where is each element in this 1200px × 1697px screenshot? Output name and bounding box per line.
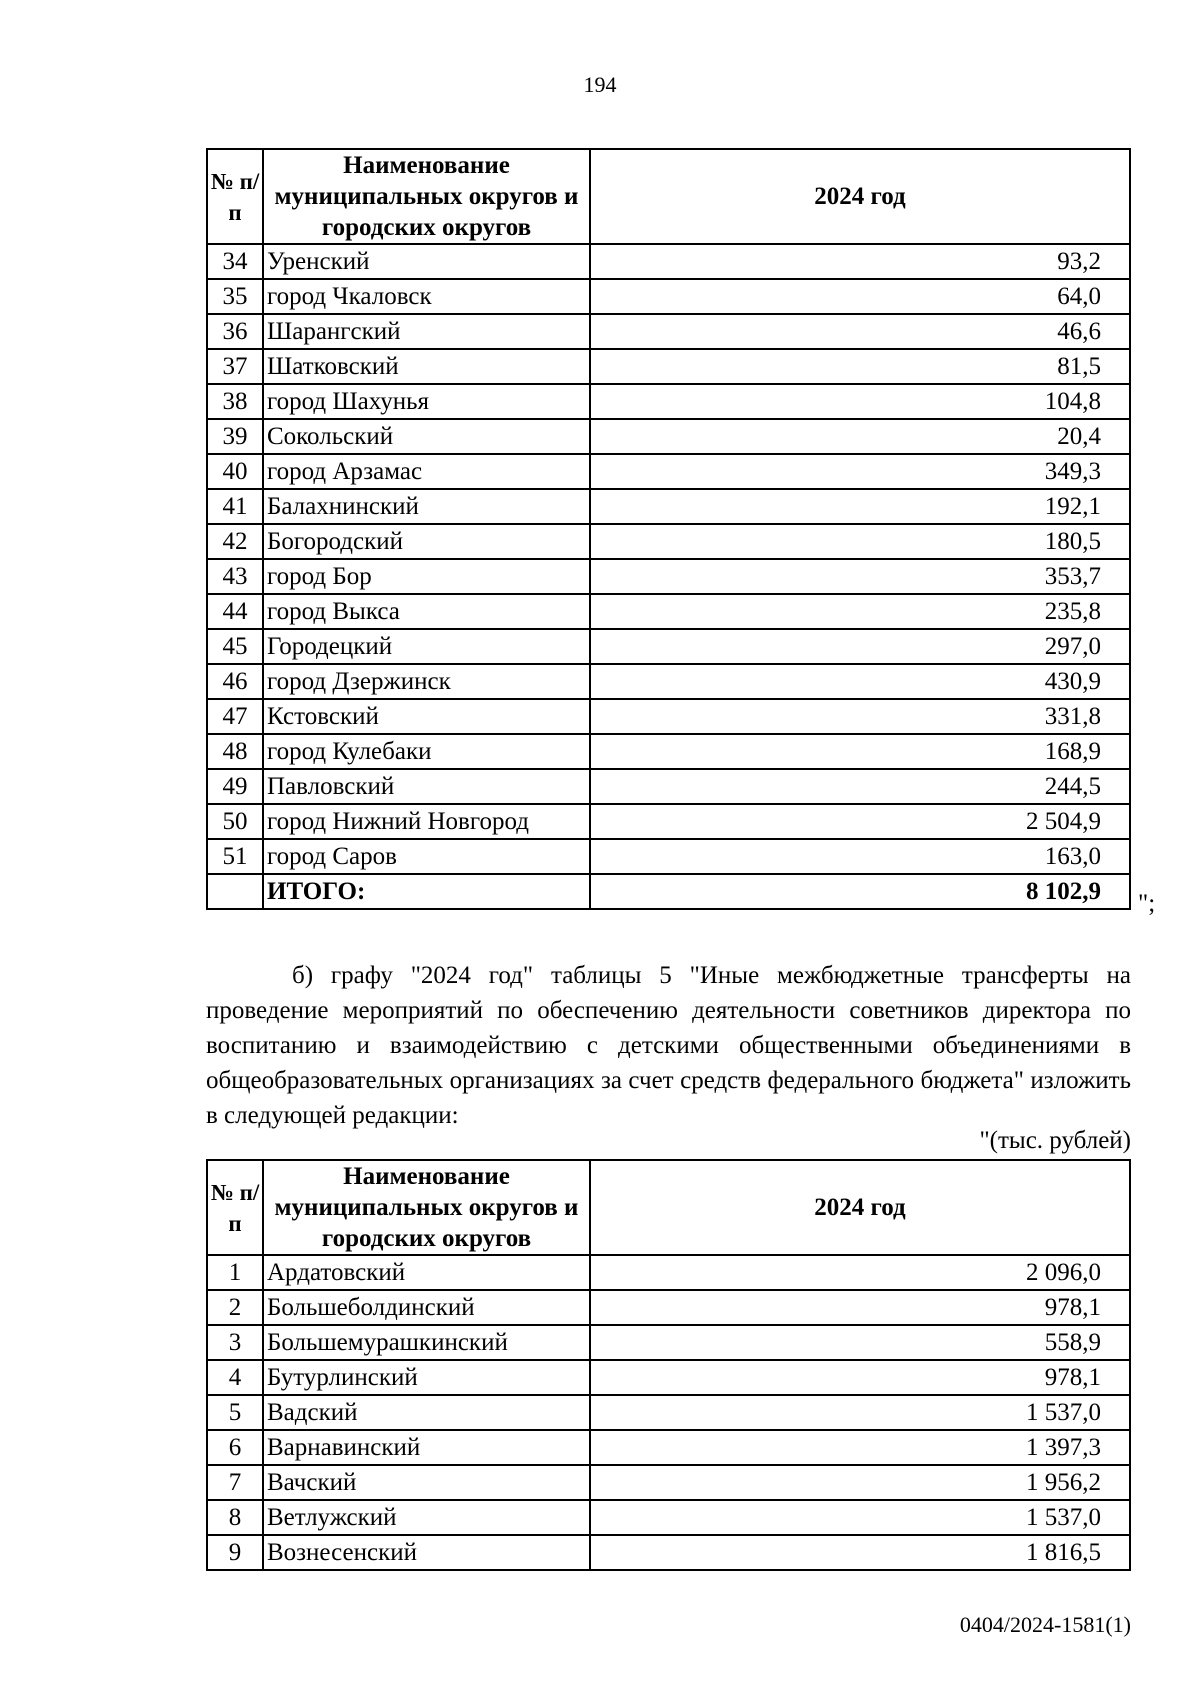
allocation-table-1 bbox=[206, 148, 1131, 910]
row-number: 3 bbox=[207, 1325, 263, 1360]
table-row bbox=[207, 1290, 1130, 1325]
row-number: 1 bbox=[207, 1255, 263, 1290]
row-number: 47 bbox=[207, 699, 263, 734]
row-value: 2 504,9 bbox=[590, 804, 1130, 839]
table-row bbox=[207, 454, 1130, 489]
row-number: 2 bbox=[207, 1290, 263, 1325]
row-value: 978,1 bbox=[590, 1360, 1130, 1395]
row-value: 163,0 bbox=[590, 839, 1130, 874]
table-row bbox=[207, 489, 1130, 524]
header-year: 2024 год bbox=[590, 149, 1130, 244]
header-number: № п/п bbox=[207, 1160, 263, 1255]
row-value: 1 956,2 bbox=[590, 1465, 1130, 1500]
table-row bbox=[207, 629, 1130, 664]
row-value: 235,8 bbox=[590, 594, 1130, 629]
row-name: Кстовский bbox=[263, 699, 590, 734]
row-value: 168,9 bbox=[590, 734, 1130, 769]
total-number-cell bbox=[207, 874, 263, 909]
allocation-table-2 bbox=[206, 1159, 1131, 1571]
table-row bbox=[207, 524, 1130, 559]
amendment-paragraph: б) графу "2024 год" таблицы 5 "Иные межбюджетные трансферты на проведение мероприятий по обеспечению деятельности советников директора по воспитанию и взаимодействию с детскими общественными объединениями в общеобразовательных организациях за счет средств федерального бюджета" изложить в следующей редакции: bbox=[206, 962, 1131, 1129]
row-number: 34 bbox=[207, 244, 263, 279]
row-name: город Кулебаки bbox=[263, 734, 590, 769]
row-name: Бутурлинский bbox=[263, 1360, 590, 1395]
table-row bbox=[207, 1325, 1130, 1360]
row-number: 51 bbox=[207, 839, 263, 874]
row-number: 48 bbox=[207, 734, 263, 769]
table-row bbox=[207, 419, 1130, 454]
total-label: ИТОГО: bbox=[263, 874, 590, 909]
table-row bbox=[207, 1360, 1130, 1395]
row-name: город Чкаловск bbox=[263, 279, 590, 314]
row-name: город Шахунья bbox=[263, 384, 590, 419]
row-number: 43 bbox=[207, 559, 263, 594]
row-name: Большеболдинский bbox=[263, 1290, 590, 1325]
units-note: "(тыс. рублей) bbox=[979, 1127, 1131, 1154]
table-row bbox=[207, 769, 1130, 804]
row-number: 45 bbox=[207, 629, 263, 664]
table-row bbox=[207, 1535, 1130, 1570]
table-header-row bbox=[207, 1160, 1130, 1255]
row-name: Богородский bbox=[263, 524, 590, 559]
row-value: 64,0 bbox=[590, 279, 1130, 314]
row-name: Варнавинский bbox=[263, 1430, 590, 1465]
row-number: 4 bbox=[207, 1360, 263, 1395]
row-name: город Саров bbox=[263, 839, 590, 874]
row-name: город Бор bbox=[263, 559, 590, 594]
table-row bbox=[207, 839, 1130, 874]
table-row bbox=[207, 1500, 1130, 1535]
table-row bbox=[207, 559, 1130, 594]
row-value: 1 816,5 bbox=[590, 1535, 1130, 1570]
row-number: 46 bbox=[207, 664, 263, 699]
row-name: Вознесенский bbox=[263, 1535, 590, 1570]
row-number: 8 bbox=[207, 1500, 263, 1535]
table-row bbox=[207, 244, 1130, 279]
total-value: 8 102,9 bbox=[590, 874, 1130, 909]
table-row bbox=[207, 1395, 1130, 1430]
row-value: 180,5 bbox=[590, 524, 1130, 559]
table-row bbox=[207, 734, 1130, 769]
row-value: 104,8 bbox=[590, 384, 1130, 419]
row-name: Балахнинский bbox=[263, 489, 590, 524]
table-row bbox=[207, 384, 1130, 419]
document-code: 0404/2024-1581(1) bbox=[959, 1612, 1131, 1637]
header-number: № п/п bbox=[207, 149, 263, 244]
row-number: 40 bbox=[207, 454, 263, 489]
row-value: 1 537,0 bbox=[590, 1395, 1130, 1430]
row-number: 42 bbox=[207, 524, 263, 559]
row-name: Сокольский bbox=[263, 419, 590, 454]
table-row bbox=[207, 1255, 1130, 1290]
header-name: Наименование муниципальных округов и городских округов bbox=[263, 149, 590, 244]
total-row bbox=[207, 874, 1130, 909]
row-value: 1 537,0 bbox=[590, 1500, 1130, 1535]
table-row bbox=[207, 279, 1130, 314]
row-value: 558,9 bbox=[590, 1325, 1130, 1360]
table-header-row bbox=[207, 149, 1130, 244]
row-name: город Арзамас bbox=[263, 454, 590, 489]
row-value: 331,8 bbox=[590, 699, 1130, 734]
row-number: 36 bbox=[207, 314, 263, 349]
table-row bbox=[207, 594, 1130, 629]
row-number: 44 bbox=[207, 594, 263, 629]
row-value: 430,9 bbox=[590, 664, 1130, 699]
row-number: 50 bbox=[207, 804, 263, 839]
row-name: город Выкса bbox=[263, 594, 590, 629]
row-name: Шатковский bbox=[263, 349, 590, 384]
header-year: 2024 год bbox=[590, 1160, 1130, 1255]
closing-quote-mark: "; bbox=[1138, 890, 1156, 917]
row-number: 38 bbox=[207, 384, 263, 419]
row-value: 93,2 bbox=[590, 244, 1130, 279]
header-name: Наименование муниципальных округов и городских округов bbox=[263, 1160, 590, 1255]
row-name: Вадский bbox=[263, 1395, 590, 1430]
row-name: Большемурашкинский bbox=[263, 1325, 590, 1360]
row-name: Шарангский bbox=[263, 314, 590, 349]
row-name: город Дзержинск bbox=[263, 664, 590, 699]
row-name: Городецкий bbox=[263, 629, 590, 664]
row-name: город Нижний Новгород bbox=[263, 804, 590, 839]
row-value: 349,3 bbox=[590, 454, 1130, 489]
row-value: 2 096,0 bbox=[590, 1255, 1130, 1290]
row-value: 297,0 bbox=[590, 629, 1130, 664]
row-number: 5 bbox=[207, 1395, 263, 1430]
row-value: 192,1 bbox=[590, 489, 1130, 524]
row-number: 35 bbox=[207, 279, 263, 314]
row-number: 9 bbox=[207, 1535, 263, 1570]
row-number: 7 bbox=[207, 1465, 263, 1500]
row-name: Ардатовский bbox=[263, 1255, 590, 1290]
page-number: 194 bbox=[583, 72, 617, 97]
row-value: 978,1 bbox=[590, 1290, 1130, 1325]
table-row bbox=[207, 314, 1130, 349]
row-number: 41 bbox=[207, 489, 263, 524]
row-name: Уренский bbox=[263, 244, 590, 279]
table-row bbox=[207, 1465, 1130, 1500]
table-row bbox=[207, 664, 1130, 699]
row-value: 81,5 bbox=[590, 349, 1130, 384]
table-row bbox=[207, 349, 1130, 384]
row-name: Вачский bbox=[263, 1465, 590, 1500]
table-row bbox=[207, 699, 1130, 734]
table-row bbox=[207, 804, 1130, 839]
row-value: 244,5 bbox=[590, 769, 1130, 804]
table2-body bbox=[207, 1255, 1130, 1570]
row-name: Павловский bbox=[263, 769, 590, 804]
row-value: 46,6 bbox=[590, 314, 1130, 349]
table1-body bbox=[207, 244, 1130, 874]
row-value: 353,7 bbox=[590, 559, 1130, 594]
row-number: 37 bbox=[207, 349, 263, 384]
row-name: Ветлужский bbox=[263, 1500, 590, 1535]
row-value: 1 397,3 bbox=[590, 1430, 1130, 1465]
row-value: 20,4 bbox=[590, 419, 1130, 454]
row-number: 39 bbox=[207, 419, 263, 454]
row-number: 6 bbox=[207, 1430, 263, 1465]
table-row bbox=[207, 1430, 1130, 1465]
row-number: 49 bbox=[207, 769, 263, 804]
